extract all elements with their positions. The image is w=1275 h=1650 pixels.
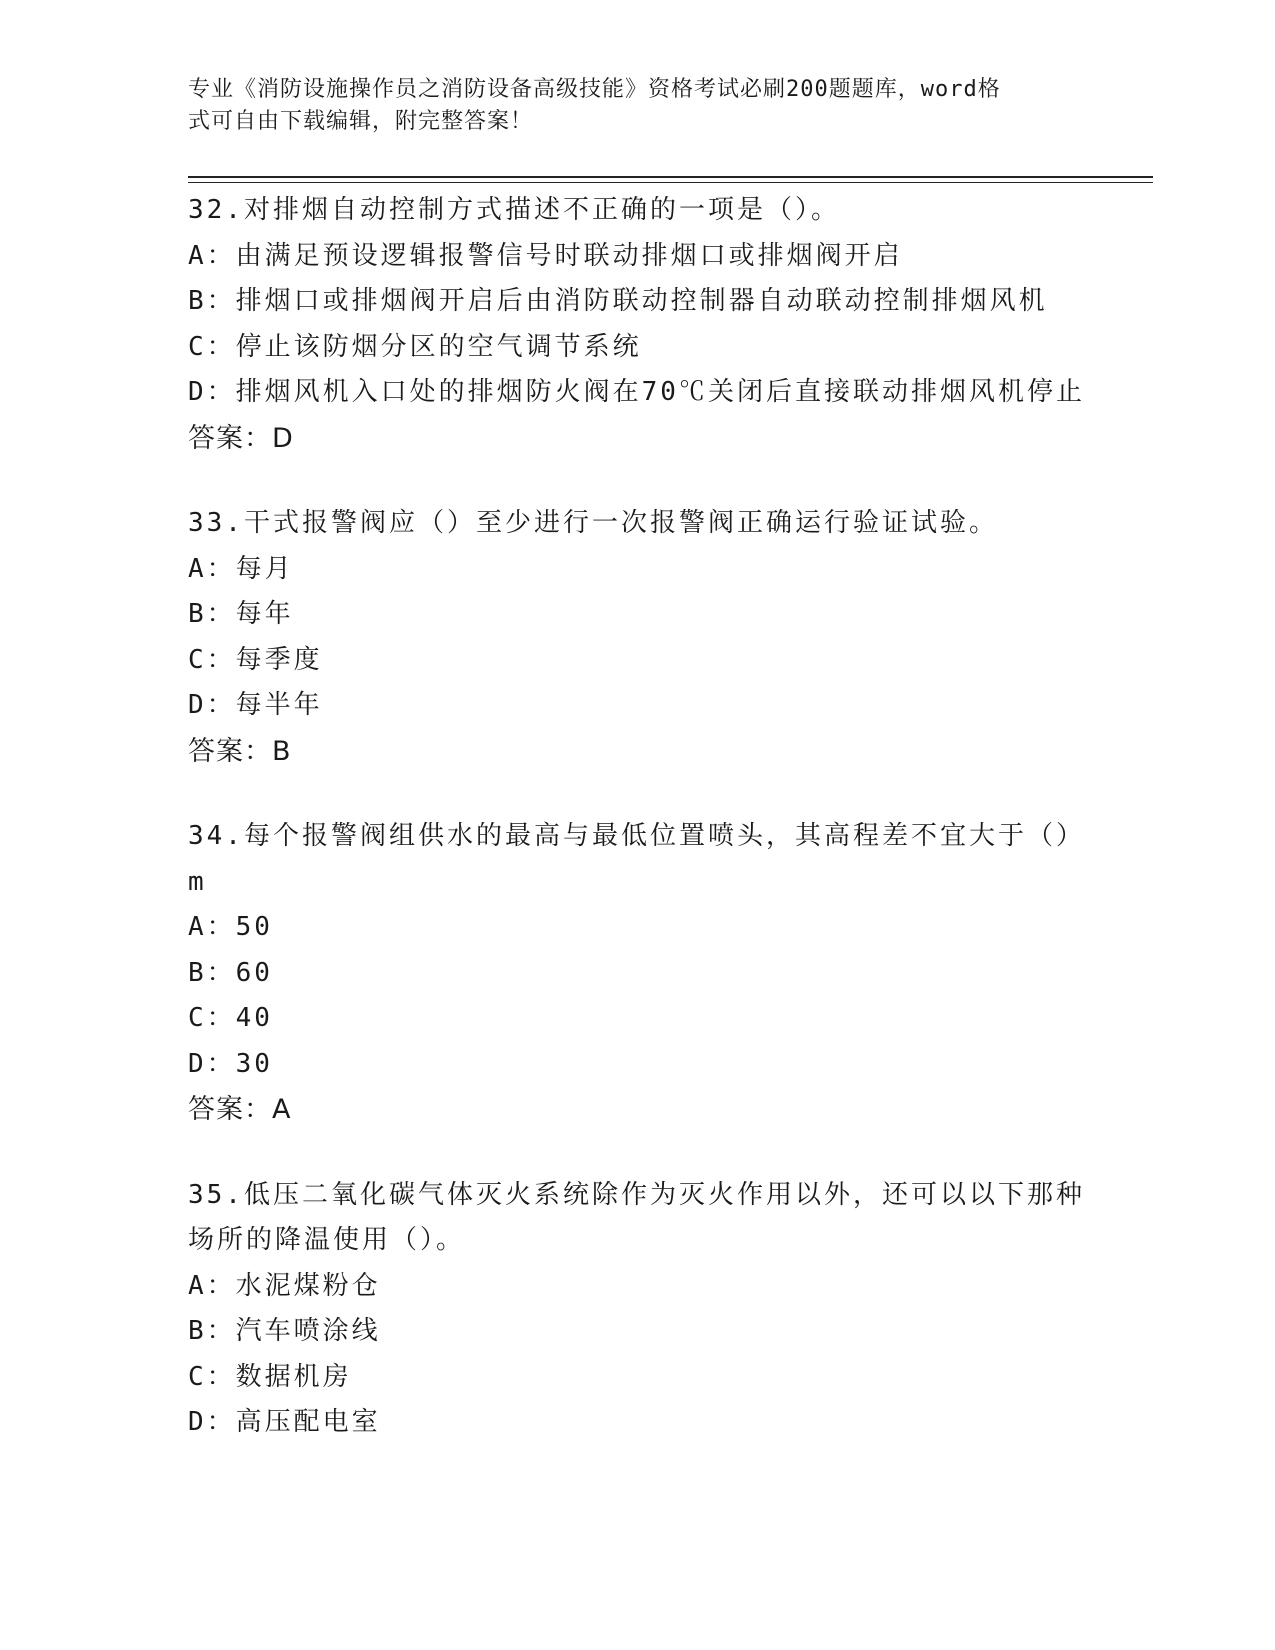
header-line-2: 式可自由下载编辑，附完整答案！ [188,109,534,134]
header-rule-thin [188,182,1153,183]
question-stem-continuation: m [188,866,207,897]
option-a: A：由满足预设逻辑报警信号时联动排烟口或排烟阀开启 [188,240,903,271]
question-stem: 32.对排烟自动控制方式描述不正确的一项是（）。 [188,195,840,225]
question-stem: 34.每个报警阀组供水的最高与最低位置喷头，其高程差不宜大于（） [188,821,1085,851]
option-d: D：每半年 [188,690,323,720]
question-33 [188,501,1088,774]
answer-text: 答案：A [188,1094,292,1125]
answer-text: 答案：B [188,735,292,767]
option-a: A：50 [188,912,273,942]
option-d: D：高压配电室 [188,1407,381,1437]
question-34 [188,814,1088,1133]
question-stem: 35.低压二氧化碳气体灭火系统除作为灭火作用以外，还可以以下那种 [188,1179,1085,1210]
option-b: B：60 [188,957,273,988]
option-a: A：水泥煤粉仓 [188,1270,381,1301]
question-stem-continuation: 场所的降温使用（）。 [188,1225,466,1255]
option-c: C：每季度 [188,644,323,675]
header-rule-thick [188,176,1153,178]
option-a: A：每月 [188,553,294,584]
option-c: C：停止该防烟分区的空气调节系统 [188,331,642,362]
answer-text: 答案：D [188,422,294,454]
option-d: D：30 [188,1048,273,1079]
option-c: C：40 [188,1003,273,1033]
header-line-1: 专业《消防设施操作员之消防设备高级技能》资格考试必刷200题题库，word格 [188,77,1001,102]
question-35 [188,1173,1088,1446]
option-c: C：数据机房 [188,1361,352,1392]
question-32 [188,188,1088,461]
document-header [188,74,1068,138]
question-stem: 33.干式报警阀应（）至少进行一次报警阀正确运行验证试验。 [188,508,998,538]
option-d: D：排烟风机入口处的排烟防火阀在70℃关闭后直接联动排烟风机停止 [188,377,1085,407]
option-b: B：每年 [188,599,294,629]
option-b: B：排烟口或排烟阀开启后由消防联动控制器自动联动控制排烟风机 [188,286,1048,316]
option-b: B：汽车喷涂线 [188,1316,381,1346]
question-list [188,188,1088,1486]
